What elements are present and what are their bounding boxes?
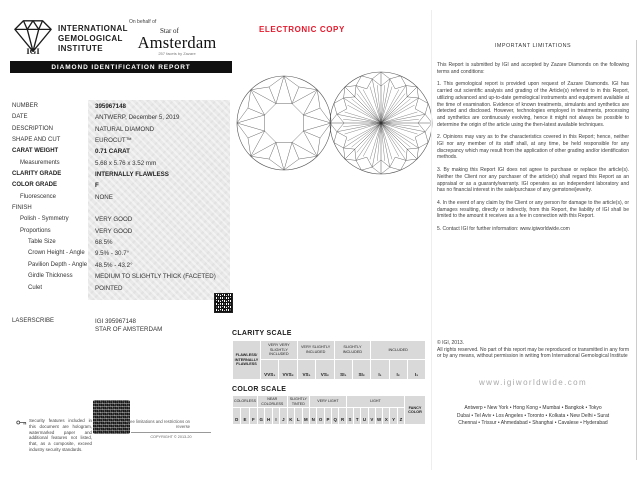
brand-name: Amsterdam [137,33,217,52]
color-group [310,396,347,424]
color-grade-cell: P [325,408,332,424]
cities-line: Dubai • Tel Aviv • Los Angeles • Toronto • Kolkata • New Delhi • Surat [456,412,610,419]
electronic-copy-stamp: ELECTRONIC COPY [259,25,345,34]
cities-list [433,405,633,428]
clarity-group-header: VERY VERY SLIGHTLY INCLUDED [261,341,297,360]
color-group-letters [288,408,309,424]
limitations-section [437,43,629,239]
reverse-note: See limitations and restrictions on reverse [127,419,190,430]
clarity-grade-cell: SI₂ [358,372,365,377]
limitations-clauses [437,81,629,232]
limitations-intro: This Report is submitted by IGI and accepted by Zazare Diamonds on the following terms and conditions: [437,62,629,75]
color-grade-cell: Z [399,417,403,422]
detail-label: Crown Height - Angle [28,250,85,257]
clarity-group-cells [261,360,297,379]
rights-text: All rights reserved. No part of this report may be reproduced or transmitted in any form or by any means, without permission in writing from International Gemological Institute [437,346,629,360]
color-grade-cell: U [361,408,368,424]
detail-row [12,250,232,261]
copyright-line: © IGI, 2013. [437,340,465,346]
signature-line [131,432,211,433]
laserscribe-label: LASERSCRIBE [12,318,55,324]
detail-label: Proportions [20,227,51,234]
detail-row [12,171,232,182]
clarity-grade-cell: VVS₁ [261,360,279,379]
color-group [288,396,310,424]
clarity-grade-cell: VVS₂ [282,372,294,377]
clarity-group [298,341,335,379]
detail-label: Culet [28,284,43,291]
detail-label: COLOR GRADE [12,182,57,189]
clarity-group-cells [298,360,334,379]
detail-row [12,137,232,148]
detail-row [12,205,232,216]
limitations-clause: 5. Contact IGI for further information: www.igiworldwide.com [437,226,570,233]
detail-row [12,228,232,239]
color-grade-cell: H [265,408,272,424]
clarity-group [261,341,298,379]
detail-value: 9.5% - 30.7° [95,250,130,258]
color-group [233,396,258,424]
clarity-group-cells [335,360,371,379]
clarity-group-header: VERY SLIGHTLY INCLUDED [298,341,334,360]
report-title: DIAMOND IDENTIFICATION REPORT [51,63,191,71]
color-grade-cell: E [241,408,249,424]
color-group-letters [258,408,287,424]
diamond-plot-diagrams [230,66,436,180]
brand-pre: Star of [160,27,179,35]
color-group-letters [233,408,257,424]
detail-label: CLARITY GRADE [12,171,62,178]
color-grade-cell: K [288,408,295,424]
color-grade-cell: F [251,417,255,422]
detail-row [12,239,232,250]
color-group-header: SLIGHTLY TINTED [288,396,309,408]
clarity-group [371,341,425,379]
detail-value: 0.71 CARAT [95,148,130,156]
detail-label: DESCRIPTION [12,125,54,132]
detail-label: Fluorescence [20,193,57,200]
fancy-color-cell: FANCY COLOR [408,405,422,414]
color-group-letters [310,408,346,424]
color-grade-cell: L [295,408,302,424]
color-grade-cell: Y [390,408,397,424]
detail-row [12,126,232,137]
color-grade-cell: Q [332,408,339,424]
detail-row [12,273,232,284]
detail-row [12,114,232,125]
color-grade-cell: D [233,408,241,424]
color-scale-title: COLOR SCALE [232,386,287,393]
detail-value: 395967148 [95,103,126,110]
detail-row [12,262,232,273]
on-behalf-of-label: On behalf of [129,19,157,25]
clarity-group [335,341,372,379]
clarity-grade-cell: I₁ [371,360,389,379]
color-grade-cell: T [354,408,361,424]
page-edge-line [636,40,637,460]
detail-label: Polish - Symmetry [20,216,69,223]
color-grade-cell: G [258,408,265,424]
details-rows [12,103,232,296]
detail-value: ANTWERP, December 5, 2019 [95,114,180,122]
color-group-header: VERY LIGHT [310,396,346,408]
detail-row [12,194,232,205]
small-copyright: COPYRIGHT © 2013-20 [150,435,192,439]
detail-label: Pavilion Depth - Angle [28,261,88,268]
detail-label: SHAPE AND CUT [12,137,61,144]
clarity-grade-cell: VS₁ [298,360,316,379]
color-grade-cell: W [376,408,383,424]
color-group-header: COLORLESS [233,396,257,408]
detail-value: NONE [95,193,113,201]
igi-logo-diamond-icon [12,16,54,58]
clarity-scale-title: CLARITY SCALE [232,330,292,337]
detail-value: 5.68 x 5.76 x 3.52 mm [95,159,157,167]
clarity-flawless-cell: FLAWLESS/ INTERNALLY FLAWLESS [233,341,261,379]
detail-value: VERY GOOD [95,227,133,235]
svg-text:IGI: IGI [26,46,40,57]
detail-value: MEDIUM TO SLIGHTLY THICK (FACETED) [95,273,216,281]
clarity-group-cells [371,360,425,379]
detail-label: CARAT WEIGHT [12,148,59,155]
cities-line: Antwerp • New York • Hong Kong • Mumbai • Bangkok • Tokyo [464,405,602,411]
detail-value: 68.5% [95,239,113,247]
key-icon [16,419,27,426]
clarity-scale-table [232,340,426,380]
detail-row [12,103,232,114]
brand-tagline: 257 facets by Zazare [158,51,196,56]
security-note: Security features included in this document are hologram, watermarked paper and additional features not listed, that, as a composite, exceed industry security standards. [29,418,92,452]
detail-value: EUROCUT™ [95,137,132,145]
clarity-group-header: SLIGHTLY INCLUDED [335,341,371,360]
limitations-clause: 3. By making this Report IGI does not agree to purchase or replace the article(s). Neither the Client nor any purchaser of the article(s) shall regard this Report as an appraisal or as a guaranty/warranty. IGI operates as an independent laboratory and has no financial interest in the sale/purchase of any gemstone/jewelry. [437,167,629,194]
color-grade-cell: J [282,417,285,422]
color-group-header: NEAR COLORLESS [258,396,287,408]
detail-value: INTERNALLY FLAWLESS [95,171,169,179]
color-grade-cell: O [317,408,324,424]
color-group [347,396,405,424]
color-grade-cell: X [383,408,390,424]
limitations-clause: 4. In the event of any claim by the Client or any person for damage to the article(s), or damages resulting, directly or indirectly, from this Report, the liability of IGI shall be limited to the amount it receives as a fee in connection with this Report. [437,199,629,220]
color-grade-cell: V [369,408,376,424]
color-grade-cell: R [341,417,345,422]
color-group-header: LIGHT [347,396,404,408]
detail-value: NATURAL DIAMOND [95,125,155,133]
color-scale-table [232,395,426,425]
limitations-clause: 1. This gemological report is provided upon request of Zazare Diamonds. IGI has carried out scientific analysis and grading of the Article(s) referred to in this Report, utilizing advanced and up-to-date gemological instruments and equipment available at the time of examination. Evidence of known treatments, simulants and synthetics are detected and disclosed. However, technologies employed in treatments, processing and synthetics are continuously evolving, hence it might not always be possible to determine the origin of the article using the then-latest available techniques. [437,81,629,128]
detail-row [12,182,232,193]
detail-row [12,285,232,296]
detail-row [12,216,232,227]
color-grade-cell: M [303,417,308,422]
clarity-grade-cell: VS₂ [320,372,329,377]
limitations-heading: IMPORTANT LIMITATIONS [494,43,572,49]
cities-line: Chennai • Trissur • Ahmedabad • Shanghai • Cavalese • Hyderabad [458,420,608,427]
detail-label: FINISH [12,205,32,212]
laserscribe-value: IGI 395967148 STAR OF AMSTERDAM [95,318,163,333]
institute-name: INTERNATIONAL GEMOLOGICAL INSTITUTE [58,24,128,53]
clarity-grade-cell: SI₁ [335,360,353,379]
detail-label: Table Size [28,239,56,246]
report-title-bar [10,61,232,73]
detail-value: VERY GOOD [95,216,133,224]
color-grade-cell: I [273,408,280,424]
color-grade-cell: S [347,408,354,424]
fold-divider [431,10,432,470]
clarity-group-header: INCLUDED [371,341,425,360]
detail-row [12,148,232,159]
detail-value: POINTED [95,284,123,292]
detail-row [12,160,232,171]
clarity-grade-cell: I₃ [414,372,419,377]
detail-label: Girdle Thickness [28,273,73,280]
detail-value: 48.5% - 43.2° [95,261,133,269]
color-group-letters [347,408,404,424]
qr-code [215,294,232,312]
detail-label: DATE [12,114,28,121]
limitations-clause: 2. Opinions may vary as to the characteristics covered in this Report; hence, neither IGI nor any member of its staff shall, at any time, be held responsible for any discrepancy which may result from the application of other grading and/or identification methods. [437,134,629,161]
copyright-block [437,340,629,360]
detail-label: NUMBER [12,103,39,109]
detail-value: F [95,182,99,190]
color-group [258,396,288,424]
color-grade-cell: N [310,408,317,424]
detail-label: Measurements [20,159,60,166]
website-text: www.igiworldwide.com [478,378,588,387]
clarity-grade-cell: I₂ [390,360,408,379]
